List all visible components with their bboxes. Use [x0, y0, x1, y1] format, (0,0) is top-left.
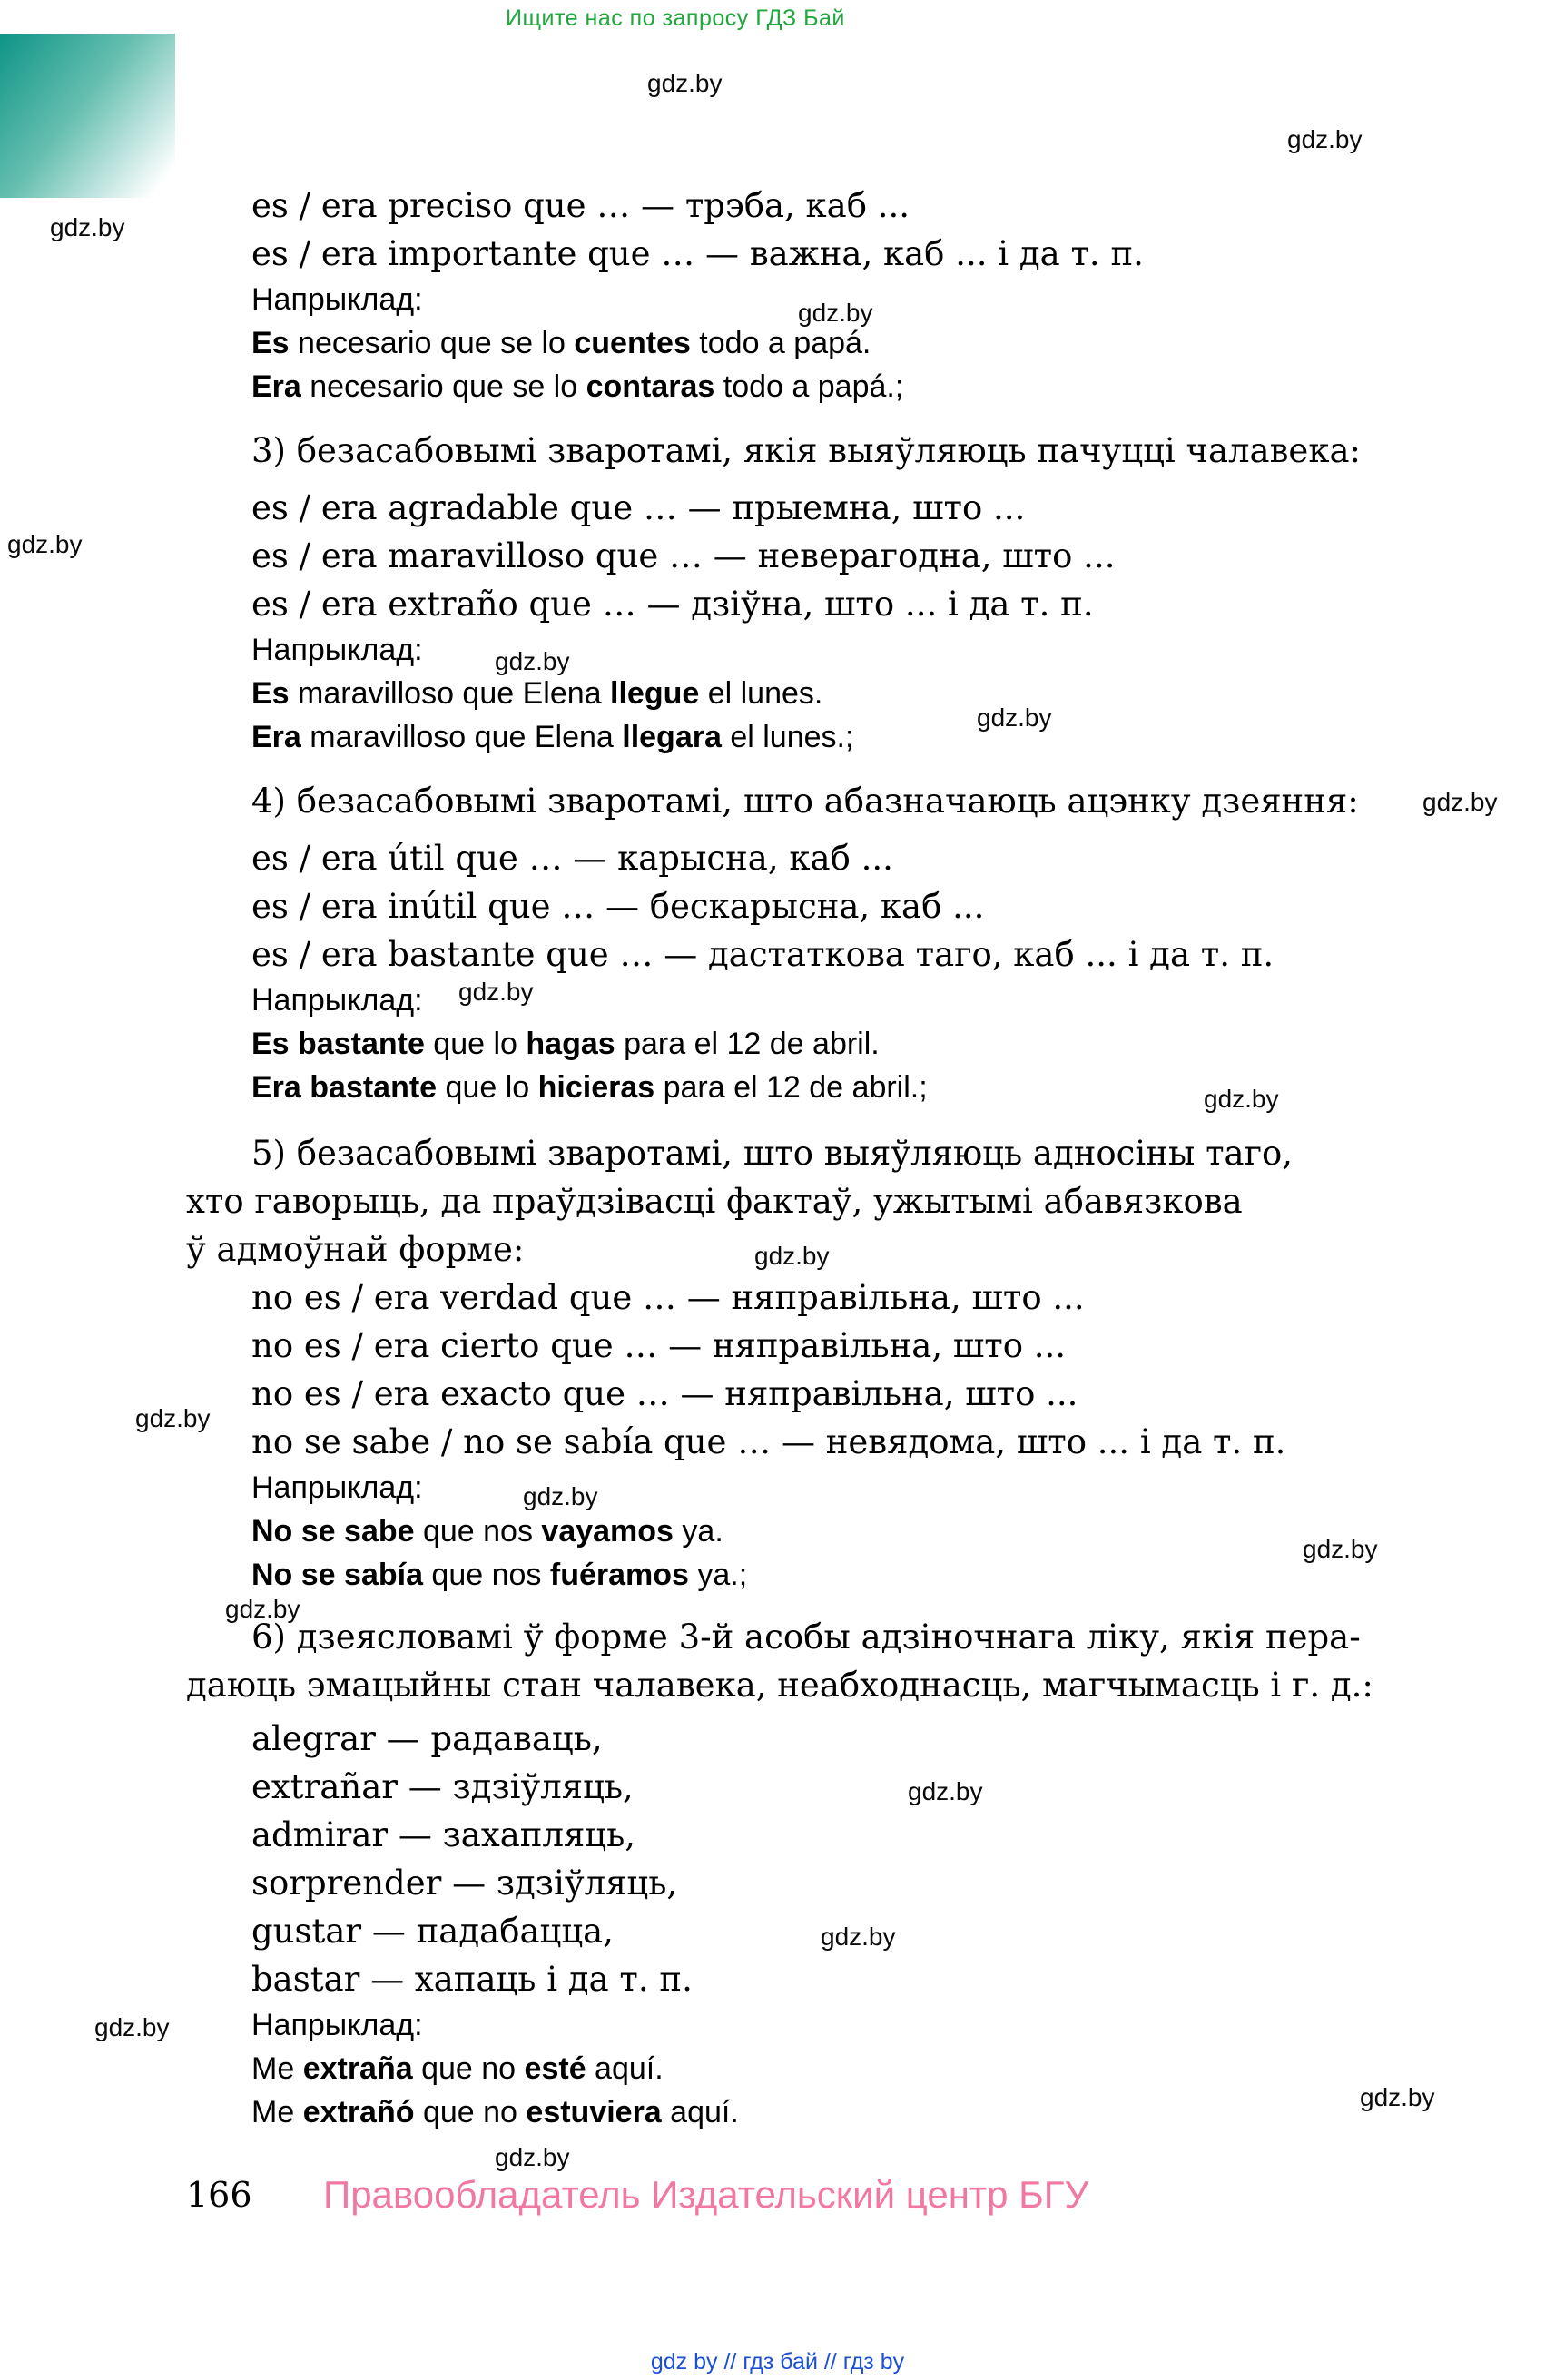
page-number: 166	[186, 2175, 252, 2215]
phrase-group	[186, 484, 1395, 628]
phrase-line: no se sabe / no se sabía que … — невядома, што ... і да т. п.	[251, 1422, 1286, 1461]
watermark: gdz.by	[495, 2143, 570, 2171]
phrase-line: no es / era cierto que … — няправільна, што ...	[251, 1326, 1067, 1365]
watermark: gdz.by	[458, 978, 534, 1006]
phrase-line: sorprender — здзіўляць,	[251, 1864, 678, 1903]
section-3	[186, 427, 1395, 759]
watermark: gdz.by	[754, 1242, 830, 1270]
example-label: Напрыклад:	[251, 983, 423, 1018]
section-heading-line: 5) безасабовымі зваротамі, што выяўляюць адносіны таго,	[251, 1134, 1294, 1173]
example-sentence: No se sabe que nos vayamos ya.	[251, 1514, 723, 1549]
example-sentence: Es maravilloso que Elena llegue el lunes.	[251, 676, 823, 711]
phrase-line: bastar — хапаць і да т. п.	[251, 1960, 693, 1999]
watermark: gdz.by	[1422, 788, 1498, 816]
example-sentence: Me extraña que no esté aquí.	[251, 2051, 664, 2086]
watermark: gdz.by	[798, 299, 873, 327]
example-sentence: Era bastante que lo hicieras para el 12 de abril.;	[251, 1070, 928, 1105]
section-heading-line: даюць эмацыйны стан чалавека, неабходнасць, магчымасць і г. д.:	[186, 1666, 1373, 1705]
footer-links[interactable]: gdz by // гдз бай // гдз by	[650, 2349, 905, 2375]
watermark: gdz.by	[821, 1923, 896, 1951]
phrase-line: es / era inútil que … — бескарысна, каб ...	[251, 887, 985, 926]
section-intro	[186, 182, 1395, 408]
section-6	[186, 1613, 1395, 2134]
watermark: gdz.by	[1360, 2083, 1435, 2111]
watermark: gdz.by	[523, 1482, 598, 1510]
watermark: gdz.by	[94, 2013, 170, 2041]
watermark: gdz.by	[7, 530, 83, 558]
phrase-line: es / era extraño que … — дзіўна, што ... і да т. п.	[251, 585, 1094, 624]
section-heading: 4) безасабовымі зваротамі, што абазначаюць ацэнку дзеяння:	[251, 782, 1359, 821]
example-sentence: Era necesario que se lo contaras todo a papá.;	[251, 369, 904, 404]
phrase-line: alegrar — радаваць,	[251, 1719, 603, 1758]
example-sentence: Me extrañó que no estuviera aquí.	[251, 2095, 739, 2129]
corner-gradient-decoration	[0, 34, 175, 198]
watermark: gdz.by	[495, 647, 570, 675]
phrase-line: no es / era verdad que … — няправільна, што ...	[251, 1278, 1085, 1317]
phrase-line: gustar — падабацца,	[251, 1912, 614, 1951]
phrase-line: no es / era exacto que … — няправільна, што ...	[251, 1374, 1078, 1413]
example-label: Напрыклад:	[251, 282, 423, 317]
promo-banner-text: Ищите нас по запросу ГДЗ Бай	[506, 5, 845, 31]
copyright-notice: Правообладатель Издательский центр БГУ	[323, 2173, 1089, 2216]
section-heading: 3) безасабовымі зваротамі, якія выяўляюць пачуцці чалавека:	[251, 431, 1361, 470]
example-label: Напрыклад:	[251, 1470, 423, 1505]
section-heading-line: ў адмоўнай форме:	[186, 1230, 525, 1269]
page-footer	[0, 2169, 1555, 2220]
watermark: gdz.by	[647, 69, 723, 97]
watermark: gdz.by	[1204, 1085, 1279, 1113]
watermark: gdz.by	[1287, 125, 1363, 153]
section-4	[186, 777, 1395, 1109]
example-sentence: Es bastante que lo hagas para el 12 de abril.	[251, 1027, 880, 1061]
phrase-group	[186, 834, 1395, 979]
phrase-line: es / era bastante que … — дастаткова таго, каб ... і да т. п.	[251, 935, 1275, 974]
phrase-line: es / era útil que … — карысна, каб ...	[251, 839, 893, 878]
example-label: Напрыклад:	[251, 2008, 423, 2042]
page-content	[186, 182, 1395, 2134]
phrase-line: es / era agradable que … — прыемна, што ...	[251, 488, 1026, 527]
example-sentence: Es necesario que se lo cuentes todo a papá.	[251, 326, 871, 360]
section-5	[186, 1129, 1395, 1597]
phrase-group	[186, 1274, 1395, 1466]
example-sentence: No se sabía que nos fuéramos ya.;	[251, 1558, 748, 1592]
phrase-line: admirar — захапляць,	[251, 1815, 635, 1854]
example-label: Напрыклад:	[251, 633, 423, 667]
watermark: gdz.by	[50, 213, 125, 241]
phrase-line: es / era maravilloso que … — неверагодна, што ...	[251, 536, 1116, 575]
section-heading-line: 6) дзеясловамі ў форме 3-й асобы адзіночнага ліку, якія пера-	[251, 1618, 1361, 1657]
watermark: gdz.by	[225, 1595, 300, 1623]
watermark: gdz.by	[977, 703, 1052, 732]
phrase-group	[186, 1715, 1395, 2003]
watermark: gdz.by	[135, 1404, 211, 1432]
example-sentence: Era maravilloso que Elena llegara el lunes.;	[251, 720, 854, 754]
section-heading-line: хто гаворыць, да праўдзівасці фактаў, ужытымі абавязкова	[186, 1182, 1243, 1221]
phrase-line: es / era preciso que … — трэба, каб ...	[251, 186, 910, 225]
watermark: gdz.by	[908, 1777, 983, 1805]
phrase-line: extrañar — здзіўляць,	[251, 1767, 634, 1806]
watermark: gdz.by	[1303, 1535, 1378, 1563]
phrase-line: es / era importante que … — важна, каб ... і да т. п.	[251, 234, 1144, 273]
